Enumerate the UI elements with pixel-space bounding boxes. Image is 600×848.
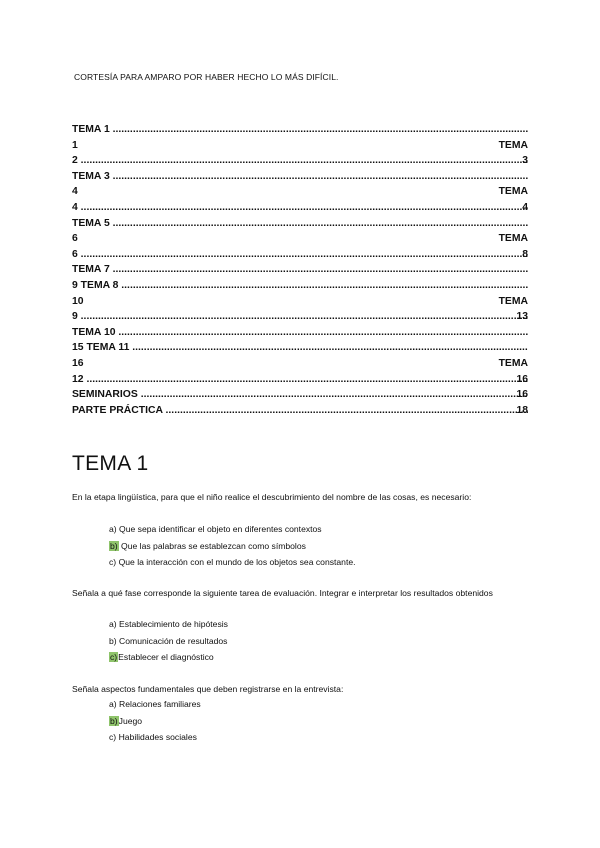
option-text: Que las palabras se establezcan como símbolos xyxy=(121,540,306,551)
toc-line[interactable] xyxy=(72,325,528,341)
toc-left: 6 ..... xyxy=(72,247,528,263)
option-letter: b) xyxy=(109,635,117,646)
toc-line[interactable] xyxy=(72,231,528,247)
toc-right: 13 xyxy=(516,311,528,323)
toc-left: 10 xyxy=(72,295,84,307)
option-text: Que sepa identificar el objeto en diferentes contextos xyxy=(119,524,322,534)
question-3-text: Señala aspectos fundamentales que deben registrarse en la entrevista: xyxy=(72,684,344,694)
toc-line[interactable] xyxy=(72,278,528,294)
option-a[interactable] xyxy=(109,616,228,633)
toc-line[interactable] xyxy=(72,184,528,200)
toc-line[interactable] xyxy=(72,247,528,263)
question-2-options xyxy=(109,616,228,666)
toc-right: TEMA xyxy=(498,139,528,151)
option-letter: a) xyxy=(109,524,117,534)
toc-left: 1 xyxy=(72,139,78,151)
option-b[interactable] xyxy=(109,633,228,650)
toc-left: 4 ..... xyxy=(72,200,528,216)
toc-left: 15 TEMA 11 ..... xyxy=(72,340,528,356)
toc-left: TEMA 10 ..... xyxy=(72,325,528,341)
toc-left: TEMA 3 ..... xyxy=(72,169,528,185)
courtesy-note: CORTESÍA PARA AMPARO POR HABER HECHO LO MÁS DIFÍCIL. xyxy=(74,72,339,82)
table-of-contents xyxy=(72,122,528,418)
question-2-text: Señala a qué fase corresponde la siguiente tarea de evaluación. Integrar e interpretar los resultados obtenidos xyxy=(72,588,493,598)
question-1-options xyxy=(109,521,356,571)
option-c[interactable] xyxy=(109,649,228,666)
option-letter: a) xyxy=(109,619,117,629)
toc-left: 2 ..... xyxy=(72,153,528,169)
option-text: Habilidades sociales xyxy=(118,732,197,742)
option-c[interactable] xyxy=(109,554,356,571)
toc-line[interactable] xyxy=(72,216,528,232)
option-a[interactable] xyxy=(109,521,356,538)
option-text: Relaciones familiares xyxy=(119,699,201,709)
option-b[interactable] xyxy=(109,713,201,730)
toc-right: TEMA xyxy=(498,295,528,307)
toc-left: PARTE PRÁCTICA ..... xyxy=(72,403,528,419)
toc-line[interactable] xyxy=(72,372,528,388)
toc-left: 12 ..... xyxy=(72,372,528,388)
toc-line[interactable] xyxy=(72,200,528,216)
toc-line[interactable] xyxy=(72,122,528,138)
toc-right: 16 xyxy=(516,389,528,401)
option-text: Establecimiento de hipótesis xyxy=(119,619,228,629)
toc-right: 16 xyxy=(516,373,528,385)
toc-right: 3 xyxy=(522,155,528,167)
toc-line[interactable] xyxy=(72,153,528,169)
toc-line[interactable] xyxy=(72,309,528,325)
question-3-options xyxy=(109,696,201,746)
option-a[interactable] xyxy=(109,696,201,713)
toc-line[interactable] xyxy=(72,262,528,278)
toc-left: TEMA 1 ..... xyxy=(72,122,528,138)
correct-answer-marker: b) xyxy=(110,715,118,726)
toc-line[interactable] xyxy=(72,138,528,154)
option-letter: c) xyxy=(109,732,117,742)
toc-line[interactable] xyxy=(72,340,528,356)
question-1-text: En la etapa lingüística, para que el niño realice el descubrimiento del nombre de las cosas, es necesario: xyxy=(72,492,472,502)
option-b[interactable] xyxy=(109,538,356,555)
toc-right: 18 xyxy=(516,404,528,416)
option-c[interactable] xyxy=(109,729,201,746)
toc-left: 6 xyxy=(72,233,78,245)
toc-right: 4 xyxy=(522,201,528,213)
toc-line[interactable] xyxy=(72,356,528,372)
section-title: TEMA 1 xyxy=(72,452,149,475)
option-letter: c) xyxy=(109,557,117,567)
toc-left: SEMINARIOS ..... xyxy=(72,387,528,403)
toc-right: TEMA xyxy=(498,357,528,369)
toc-line[interactable] xyxy=(72,169,528,185)
correct-answer-marker: b) xyxy=(110,540,118,551)
toc-right: 8 xyxy=(522,248,528,260)
toc-left: TEMA 5 ..... xyxy=(72,216,528,232)
toc-left: 4 xyxy=(72,186,78,198)
option-text: Establecer el diagnóstico xyxy=(118,652,214,662)
toc-left: 9 TEMA 8 ..... xyxy=(72,278,528,294)
toc-right: TEMA xyxy=(498,186,528,198)
option-text: Juego xyxy=(118,715,143,726)
toc-line[interactable] xyxy=(72,403,528,419)
toc-line[interactable] xyxy=(72,294,528,310)
correct-answer-marker: c) xyxy=(110,652,118,662)
toc-left: 9 ..... xyxy=(72,309,528,325)
toc-right: TEMA xyxy=(498,233,528,245)
toc-left: TEMA 7 ..... xyxy=(72,262,528,278)
option-letter: a) xyxy=(109,699,117,709)
option-text: Que la interacción con el mundo de los objetos sea constante. xyxy=(118,557,356,567)
toc-line[interactable] xyxy=(72,387,528,403)
option-text: Comunicación de resultados xyxy=(119,635,228,646)
toc-left: 16 xyxy=(72,357,84,369)
